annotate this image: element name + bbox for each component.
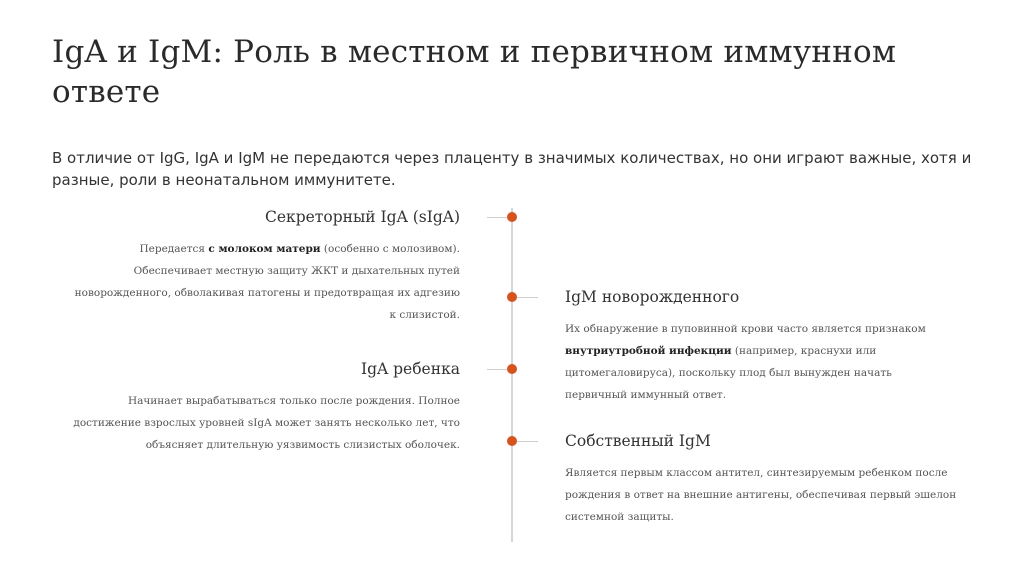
timeline-item-igm-newborn [565,286,945,406]
connector-igm-newborn [514,297,538,298]
slide-title: IgA и IgM: Роль в местном и первичном иммунном ответе [52,34,897,110]
timeline-dot-own-igm [507,436,517,446]
timeline-item-siga [70,206,460,326]
item-description: Передается с молоком матери (особенно с молозивом). Обеспечивает местную защиту ЖКТ и дыхательных путей новорожденного, обволакивая патогены и предотвращая их адгезию к слизистой. [74,243,460,321]
timeline-dot-siga [507,212,517,222]
item-description: Является первым классом антител, синтезируемым ребенком после рождения в ответ на внешние антигены, обеспечивая первый эшелон системной защиты. [565,467,957,523]
timeline-item-own-igm [565,430,985,528]
connector-own-igm [514,441,538,442]
item-heading: IgA ребенка [360,360,460,378]
item-heading: IgM новорожденного [565,288,740,306]
timeline-dot-iga-child [507,364,517,374]
item-description: Начинает вырабатываться только после рождения. Полное достижение взрослых уровней sIgA может занять несколько лет, что объясняет длительную уязвимость слизистых оболочек. [73,395,460,451]
timeline-item-iga-child [60,358,460,456]
intro-paragraph: В отличие от IgG, IgA и IgM не передаются через плаценту в значимых количествах, но они играют важные, хотя и разные, роли в неонатальном иммунитете. [52,149,972,189]
item-heading: Секреторный IgA (sIgA) [264,208,460,226]
timeline-line [511,208,513,542]
timeline-dot-igm-newborn [507,292,517,302]
item-description: Их обнаружение в пуповинной крови часто является признаком внутриутробной инфекции (например, краснухи или цитомегаловируса), поскольку плод был вынужден начать первичный иммунный ответ. [565,323,926,401]
item-heading: Собственный IgM [565,432,711,450]
